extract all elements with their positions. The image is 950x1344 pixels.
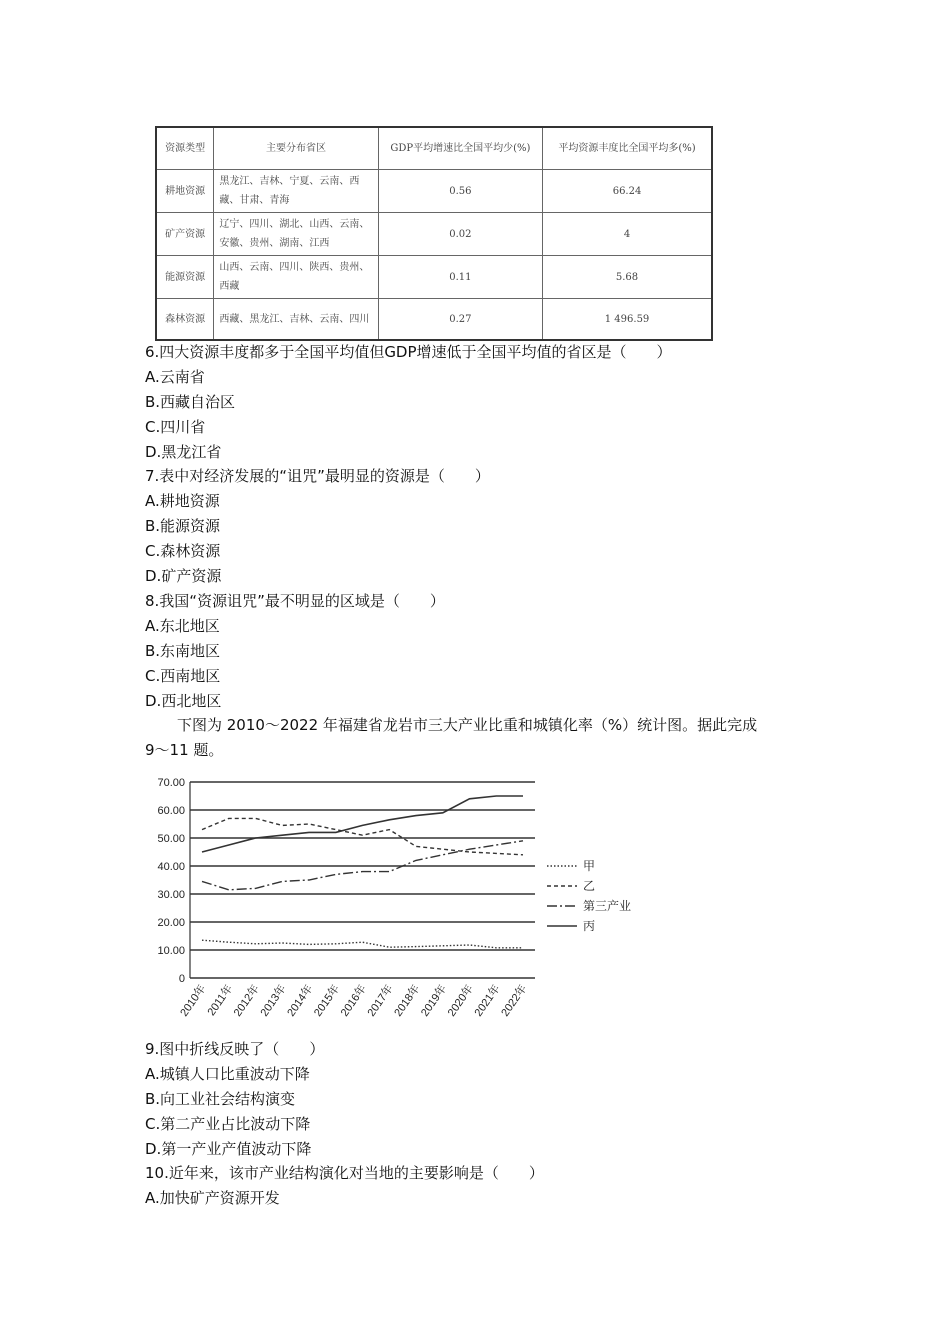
y-tick-label: 30.00 (157, 889, 185, 901)
abundance-value: 1 496.59 (543, 299, 712, 341)
x-tick-label: 2015年 (312, 982, 343, 1019)
table-header-cell: 平均资源丰度比全国平均多(%) (543, 127, 712, 170)
series-line-1 (202, 940, 523, 948)
y-tick-label: 60.00 (157, 805, 185, 817)
y-tick-label: 20.00 (157, 917, 185, 929)
option: B.东南地区 (145, 642, 221, 660)
abundance-value: 66.24 (543, 170, 712, 213)
option: D.西北地区 (145, 692, 222, 710)
line-chart (145, 770, 645, 1035)
table-row (156, 170, 712, 213)
question-stem: 8.我国“资源诅咒”最不明显的区域是（ ） (145, 592, 445, 610)
x-tick-label: 2011年 (205, 982, 236, 1019)
x-tick-label: 2013年 (258, 982, 289, 1019)
option: D.第一产业产值波动下降 (145, 1140, 312, 1158)
table-row (156, 213, 712, 256)
resource-type: 能源资源 (156, 256, 214, 299)
provinces: 山西、云南、四川、陕西、贵州、西藏 (214, 256, 378, 299)
series-line-3 (202, 841, 523, 890)
question-stem: 7.表中对经济发展的“诅咒”最明显的资源是（ ） (145, 467, 490, 485)
table-header-row (156, 127, 712, 170)
series-line-4 (202, 796, 523, 852)
gdp-value: 0.02 (378, 213, 542, 256)
option: C.森林资源 (145, 542, 221, 560)
table-row (156, 299, 712, 341)
resource-type: 森林资源 (156, 299, 214, 341)
option: A.东北地区 (145, 617, 220, 635)
gdp-value: 0.11 (378, 256, 542, 299)
provinces: 西藏、黑龙江、吉林、云南、四川 (214, 299, 378, 341)
x-tick-label: 2018年 (392, 982, 423, 1019)
legend-label: 丙 (583, 919, 596, 933)
table-header-cell: 资源类型 (156, 127, 214, 170)
option: D.矿产资源 (145, 567, 222, 585)
option: B.西藏自治区 (145, 393, 236, 411)
legend-label: 甲 (583, 859, 596, 873)
option: C.第二产业占比波动下降 (145, 1115, 311, 1133)
intro-paragraph (145, 713, 805, 763)
option: C.西南地区 (145, 667, 221, 685)
question-stem: 6.四大资源丰度都多于全国平均值但GDP增速低于全国平均值的省区是（ ） (145, 343, 672, 361)
table-row (156, 256, 712, 299)
x-tick-label: 2012年 (231, 982, 262, 1019)
option: B.向工业社会结构演变 (145, 1090, 296, 1108)
legend-label: 乙 (583, 879, 596, 893)
x-tick-label: 2016年 (338, 982, 369, 1019)
resource-type: 耕地资源 (156, 170, 214, 213)
x-tick-label: 2010年 (178, 982, 209, 1019)
gdp-value: 0.56 (378, 170, 542, 213)
x-tick-label: 2021年 (472, 982, 503, 1019)
question-stem: 9.图中折线反映了（ ） (145, 1040, 325, 1058)
option: A.云南省 (145, 368, 205, 386)
y-tick-label: 0 (178, 973, 185, 985)
y-tick-label: 70.00 (157, 777, 185, 789)
provinces: 辽宁、四川、湖北、山西、云南、安徽、贵州、湖南、江西 (214, 213, 378, 256)
provinces: 黑龙江、吉林、宁夏、云南、西藏、甘肃、青海 (214, 170, 378, 213)
option: C.四川省 (145, 418, 206, 436)
option: A.耕地资源 (145, 492, 220, 510)
resource-type: 矿产资源 (156, 213, 214, 256)
series-line-2 (202, 818, 523, 854)
x-tick-label: 2022年 (499, 982, 530, 1019)
x-tick-label: 2014年 (285, 982, 316, 1019)
legend-label: 第三产业 (583, 899, 632, 913)
option: A.加快矿产资源开发 (145, 1189, 280, 1207)
abundance-value: 5.68 (543, 256, 712, 299)
question-stem: 10.近年来，该市产业结构演化对当地的主要影响是（ ） (145, 1164, 544, 1182)
resource-table (155, 126, 713, 341)
option: D.黑龙江省 (145, 443, 222, 461)
table-header-cell: GDP平均增速比全国平均少(%) (378, 127, 542, 170)
x-tick-label: 2017年 (365, 982, 396, 1019)
y-tick-label: 10.00 (157, 945, 185, 957)
table-header-cell: 主要分布省区 (214, 127, 378, 170)
y-tick-label: 50.00 (157, 833, 185, 845)
option: A.城镇人口比重波动下降 (145, 1065, 310, 1083)
y-tick-label: 40.00 (157, 861, 185, 873)
intro-line: 9～11 题。 (145, 741, 224, 759)
x-tick-label: 2020年 (445, 982, 476, 1019)
option: B.能源资源 (145, 517, 221, 535)
intro-line: 下图为 2010～2022 年福建省龙岩市三大产业比重和城镇化率（%）统计图。据此完成 (177, 716, 758, 734)
gdp-value: 0.27 (378, 299, 542, 341)
abundance-value: 4 (543, 213, 712, 256)
x-tick-label: 2019年 (419, 982, 450, 1019)
